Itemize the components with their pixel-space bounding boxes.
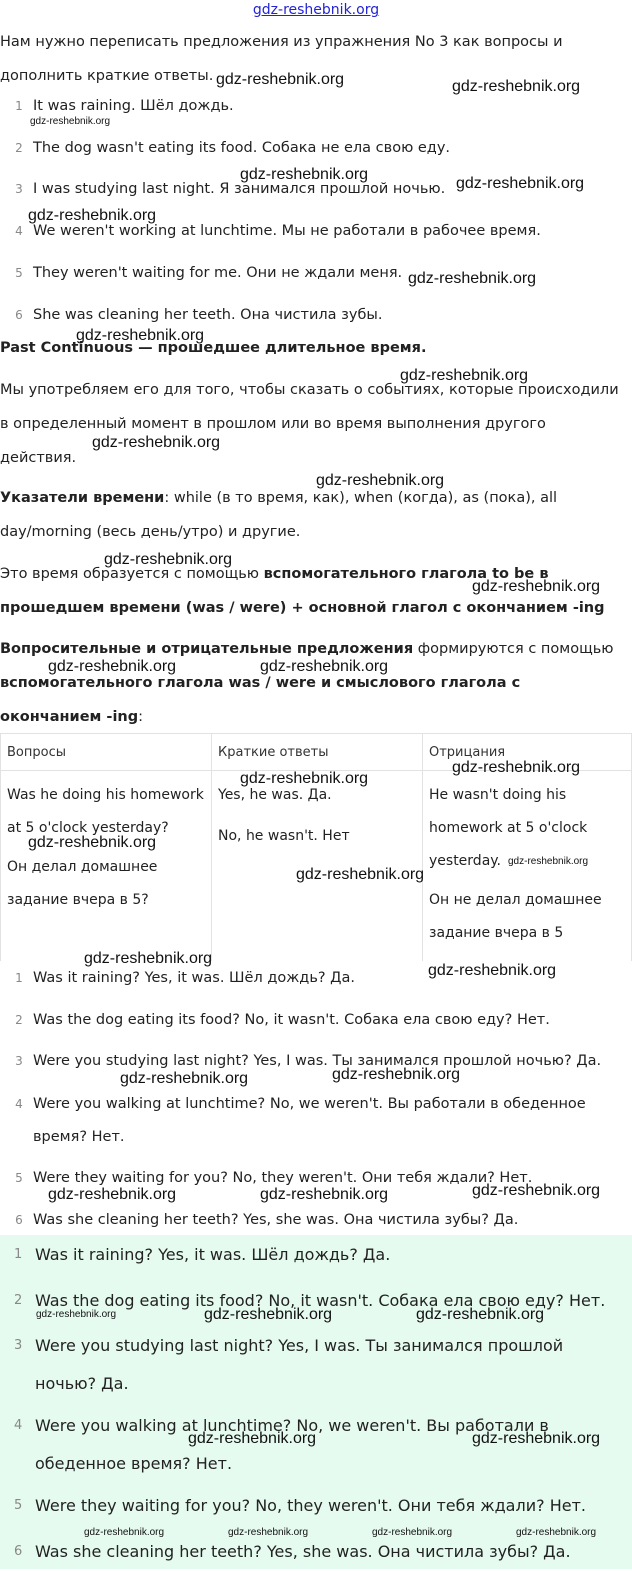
answer-text: Were you studying last night? Yes, I was. Ты занимался прошлой ночью? Да. <box>35 1336 564 1393</box>
list-number: 6 <box>15 1213 23 1227</box>
table-cell-questions <box>1 771 212 961</box>
list1-item <box>0 133 632 163</box>
watermark: gdz-reshebnik.org <box>296 866 425 883</box>
table-cell-text: No, he wasn't. Нет <box>218 828 350 844</box>
answer-number: 5 <box>14 1498 23 1513</box>
site-link[interactable]: gdz-reshebnik.org <box>252 2 380 18</box>
list-number: 5 <box>15 1171 23 1185</box>
list-number: 1 <box>15 99 23 113</box>
watermark: gdz-reshebnik.org <box>36 1309 117 1320</box>
watermark: gdz-reshebnik.org <box>28 834 157 851</box>
list-text: She was cleaning her teeth. Она чистила зубы. <box>33 307 383 323</box>
list-number: 4 <box>15 1097 23 1111</box>
list1-item <box>0 258 632 288</box>
table-cell-text: Он не делал домашнее задание вчера в 5 <box>429 892 602 941</box>
watermark: gdz-reshebnik.org <box>48 1186 177 1203</box>
list-text: I was studying last night. Я занимался прошлой ночью. <box>33 181 446 197</box>
list-text: It was raining. Шёл дождь. <box>33 98 234 114</box>
table-cell-text: He wasn't doing his homework at 5 o'clock yesterday. <box>429 787 588 869</box>
watermark: gdz-reshebnik.org <box>92 434 221 451</box>
list-text: Were they waiting for you? No, they weren't. Они тебя ждали? Нет. <box>33 1170 533 1186</box>
watermark: gdz-reshebnik.org <box>240 770 369 787</box>
list-number: 1 <box>15 971 23 985</box>
list-text: The dog wasn't eating its food. Собака не ела свою еду. <box>33 140 451 156</box>
watermark: gdz-reshebnik.org <box>84 950 213 967</box>
list-number: 2 <box>15 1013 23 1027</box>
list-number: 4 <box>15 224 23 238</box>
watermark: gdz-reshebnik.org <box>452 78 581 95</box>
watermark: gdz-reshebnik.org <box>372 1527 453 1538</box>
list-text: Were you studying last night? Yes, I was. Ты занимался прошлой ночью? Да. <box>33 1053 602 1069</box>
table-cell-text: Was he doing his homework at 5 o'clock yesterday? <box>7 787 204 836</box>
questions-info <box>0 632 620 734</box>
list2-item <box>0 1088 632 1154</box>
list-number: 3 <box>15 182 23 196</box>
answer-number: 2 <box>14 1293 23 1308</box>
list-number: 3 <box>15 1054 23 1068</box>
answer-number: 4 <box>14 1418 23 1433</box>
answer-text: Were they waiting for you? No, they weren't. Они тебя ждали? Нет. <box>35 1496 586 1515</box>
answer-text: Was the dog eating its food? No, it wasn't. Собака ела свою еду? Нет. <box>35 1291 606 1310</box>
answer-number: 3 <box>14 1338 23 1353</box>
time-markers-label: Указатели времени <box>0 490 165 506</box>
list-text: We weren't working at lunchtime. Мы не работали в рабочее время. <box>33 223 541 239</box>
list2-item <box>0 1205 632 1235</box>
formation-bold: вспомогательного глагола to be в прошедшем времени (was / were) + основной глагол с окончанием -ing <box>0 566 605 616</box>
answer-number: 1 <box>14 1247 23 1262</box>
answer-text: Were you walking at lunchtime? No, we weren't. Вы работали в обеденное время? Нет. <box>35 1416 549 1473</box>
watermark: gdz-reshebnik.org <box>452 759 581 776</box>
watermark: gdz-reshebnik.org <box>84 1527 165 1538</box>
answer-text: Was it raining? Yes, it was. Шёл дождь? Да. <box>35 1245 391 1264</box>
watermark: gdz-reshebnik.org <box>456 175 585 192</box>
list-text: Were you walking at lunchtime? No, we weren't. Вы работали в обеденное время? Нет. <box>33 1096 586 1145</box>
watermark: gdz-reshebnik.org <box>104 551 233 568</box>
list-text: Was she cleaning her teeth? Yes, she was. Она чистила зубы? Да. <box>33 1212 519 1228</box>
list1-item <box>0 300 632 330</box>
questions-info-text: формируются с помощью <box>413 641 614 657</box>
table-header: Вопросы <box>1 734 212 771</box>
list-text: They weren't waiting for me. Они не ждали меня. <box>33 265 403 281</box>
watermark: gdz-reshebnik.org <box>188 1430 317 1447</box>
time-markers <box>0 481 620 549</box>
table-cell-text: Он делал домашнее задание вчера в 5? <box>7 859 158 908</box>
watermark: gdz-reshebnik.org <box>228 1527 309 1538</box>
list2-item <box>0 1046 632 1076</box>
formation-plain: Это время образуется с помощью <box>0 566 264 582</box>
watermark: gdz-reshebnik.org <box>240 166 369 183</box>
list-text: Was the dog eating its food? No, it wasn't. Собака ела свою еду? Нет. <box>33 1012 550 1028</box>
watermark: gdz-reshebnik.org <box>428 962 557 979</box>
watermark: gdz-reshebnik.org <box>260 1186 389 1203</box>
watermark: gdz-reshebnik.org <box>204 1306 333 1323</box>
time-markers-text: : while (в то время, как), when (когда), as (пока), all day/morning (весь день/утро) и другие. <box>0 490 558 540</box>
watermark: gdz-reshebnik.org <box>76 327 205 344</box>
list-number: 2 <box>15 141 23 155</box>
list-number: 6 <box>15 308 23 322</box>
watermark: gdz-reshebnik.org <box>316 472 445 489</box>
table-header: Отрицания <box>423 734 632 771</box>
answer-number: 6 <box>14 1544 23 1559</box>
usage-text: Мы употребляем его для того, чтобы сказать о событиях, которые происходили в определенный момент в прошлом или во время выполнения другого действия. <box>0 382 619 466</box>
list-number: 5 <box>15 266 23 280</box>
table-cell-text: Yes, he was. Да. <box>218 787 332 803</box>
table-header: Краткие ответы <box>212 734 423 771</box>
watermark: gdz-reshebnik.org <box>28 207 157 224</box>
questions-info-end: : <box>138 709 144 725</box>
watermark: gdz-reshebnik.org <box>260 658 389 675</box>
watermark: gdz-reshebnik.org <box>472 578 601 595</box>
watermark: gdz-reshebnik.org <box>516 1527 597 1538</box>
list2-item <box>0 1005 632 1035</box>
watermark: gdz-reshebnik.org <box>30 116 111 127</box>
watermark: gdz-reshebnik.org <box>508 856 589 867</box>
section-heading: Past Continuous — прошедшее длительное время. <box>0 340 427 356</box>
watermark: gdz-reshebnik.org <box>120 1070 249 1087</box>
watermark: gdz-reshebnik.org <box>408 270 537 287</box>
watermark: gdz-reshebnik.org <box>400 367 529 384</box>
watermark: gdz-reshebnik.org <box>48 658 177 675</box>
questions-info-bold1: Вопросительные и отрицательные предложения <box>0 641 414 657</box>
questions-info-bold2: вспомогательного глагола was / were и смыслового глагола с окончанием -ing <box>0 675 521 725</box>
watermark: gdz-reshebnik.org <box>472 1430 601 1447</box>
watermark: gdz-reshebnik.org <box>216 71 345 88</box>
watermark: gdz-reshebnik.org <box>332 1066 461 1083</box>
intro-text: Нам нужно переписать предложения из упражнения No 3 как вопросы и дополнить краткие ответы. <box>0 34 563 84</box>
watermark: gdz-reshebnik.org <box>472 1182 601 1199</box>
watermark: gdz-reshebnik.org <box>416 1306 545 1323</box>
answer-text: Was she cleaning her teeth? Yes, she was. Она чистила зубы? Да. <box>35 1542 571 1561</box>
list-text: Was it raining? Yes, it was. Шёл дождь? Да. <box>33 970 356 986</box>
